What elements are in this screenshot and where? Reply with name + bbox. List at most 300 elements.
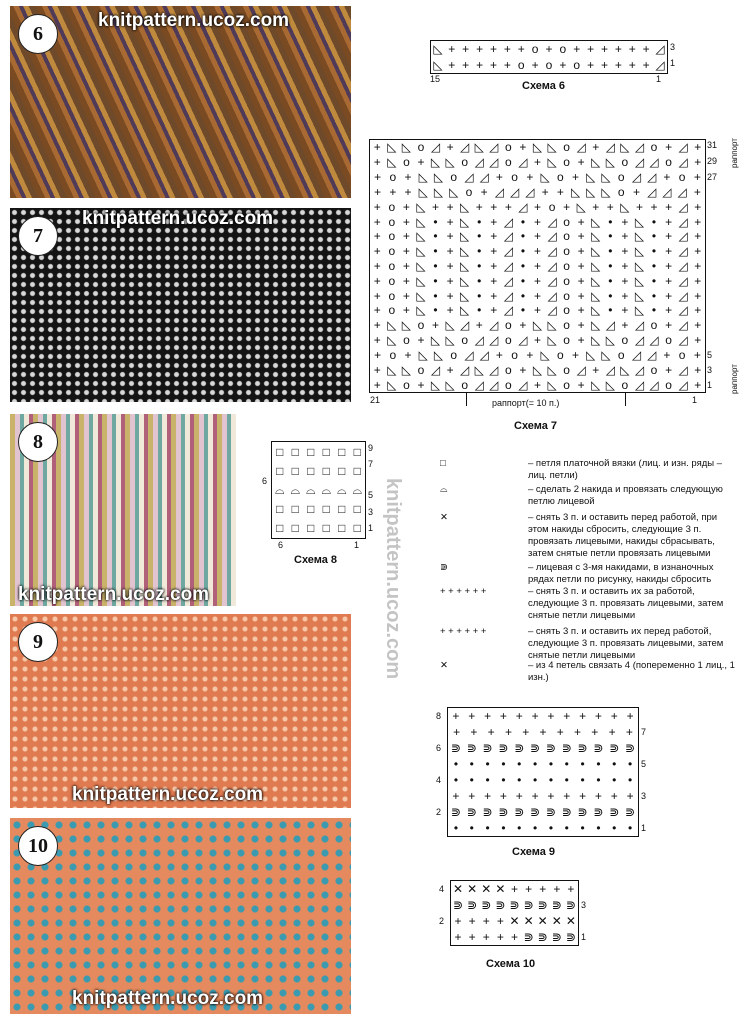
row-label: 3 [368, 507, 374, 517]
chart-symbol: □ [353, 463, 361, 478]
chart-symbol: + [563, 199, 571, 214]
chart-symbol: + [694, 377, 702, 392]
chart-symbol: ◿ [518, 155, 528, 170]
chart-symbol: + [694, 229, 702, 244]
chart-symbol: ◺ [387, 140, 397, 155]
row-label: 6 [436, 743, 442, 753]
chart-symbol: + [573, 42, 581, 56]
chart-symbol: o [403, 333, 410, 348]
chart-symbol: • [485, 773, 490, 787]
chart-symbol: + [665, 318, 673, 333]
chart-symbol: ◺ [430, 155, 441, 170]
chart-symbol: ⋑ [545, 805, 556, 819]
chart-symbol: ⋑ [565, 898, 576, 912]
chart-symbol: ◺ [547, 362, 557, 377]
chart-symbol: + [556, 725, 564, 739]
legend-symbol-icon: ✕ [440, 512, 448, 523]
scheme-7-grid [369, 139, 706, 393]
photo-pattern-9 [10, 614, 351, 808]
chart-symbol: o [650, 318, 658, 333]
chart-symbol: + [374, 184, 382, 199]
chart-symbol: + [625, 725, 633, 739]
chart-symbol: ◺ [586, 184, 596, 199]
chart-symbol: □ [338, 521, 346, 536]
chart-symbol: o [505, 155, 512, 170]
chart-symbol: + [432, 199, 440, 214]
col-label: 1 [354, 540, 360, 550]
chart-symbol: ◺ [460, 244, 470, 259]
chart-symbol: + [499, 709, 507, 723]
chart-symbol: o [461, 333, 469, 348]
chart-symbol: ◺ [570, 184, 581, 199]
chart-symbol: • [608, 258, 613, 273]
chart-symbol: + [402, 273, 410, 288]
chart-symbol: + [504, 199, 512, 214]
chart-symbol: o [403, 377, 410, 392]
chart-symbol: ◺ [387, 318, 397, 333]
chart-symbol: + [510, 930, 518, 944]
chart-symbol: • [564, 757, 569, 771]
chart-symbol: + [531, 58, 539, 72]
chart-symbol: + [522, 725, 530, 739]
chart-symbol: • [520, 273, 526, 288]
chart-symbol: □ [322, 521, 330, 536]
chart-symbol: + [693, 184, 701, 199]
legend-symbol-icon: + + + + + + [440, 626, 487, 637]
chart-symbol: ◺ [416, 214, 426, 229]
chart-symbol: ◺ [430, 333, 441, 348]
chart-symbol: ⋑ [545, 741, 556, 755]
chart-symbol: + [545, 42, 553, 56]
chart-symbol: + [577, 229, 585, 244]
chart-symbol: ◺ [540, 170, 550, 185]
chart-symbol: ◿ [678, 333, 688, 348]
chart-symbol: • [501, 821, 506, 835]
chart-symbol: + [567, 882, 575, 896]
chart-symbol: + [665, 214, 673, 229]
watermark-text: knitpattern.ucoz.com [18, 584, 210, 605]
chart-symbol: + [468, 789, 476, 803]
chart-symbol: + [515, 789, 523, 803]
chart-symbol: + [503, 42, 511, 56]
chart-symbol: + [694, 258, 702, 273]
chart-symbol: + [373, 288, 381, 303]
chart-symbol: • [520, 258, 526, 273]
chart-symbol: o [563, 303, 570, 318]
chart-symbol: • [651, 244, 657, 259]
chart-symbol: + [577, 244, 585, 259]
chart-symbol: ◿ [503, 214, 513, 229]
chart-symbol: o [505, 377, 512, 392]
chart-symbol: + [665, 273, 673, 288]
chart-symbol: o [563, 377, 570, 392]
chart-symbol: + [519, 318, 527, 333]
chart-symbol: + [663, 170, 671, 185]
chart-symbol: ◺ [387, 362, 397, 377]
chart-symbol: o [389, 170, 397, 185]
chart-symbol: o [417, 362, 425, 377]
chart-symbol: ✕ [551, 914, 562, 928]
chart-symbol: + [563, 789, 571, 803]
chart-symbol: + [446, 214, 454, 229]
chart-symbol: • [520, 229, 526, 244]
chart-symbol: ◿ [634, 140, 645, 155]
chart-symbol: ⋑ [609, 741, 620, 755]
chart-symbol: • [485, 757, 490, 771]
chart-symbol: + [541, 184, 549, 199]
chart-symbol: + [446, 273, 454, 288]
chart-symbol: • [469, 757, 474, 771]
chart-symbol: ◺ [416, 288, 426, 303]
chart-symbol: ⋑ [466, 805, 477, 819]
chart-symbol: ◿ [647, 347, 657, 362]
chart-symbol: ◿ [489, 318, 499, 333]
chart-symbol: ◺ [401, 318, 412, 333]
chart-symbol: + [579, 709, 587, 723]
chart-symbol: + [693, 170, 701, 185]
row-label: 1 [641, 823, 647, 833]
chart-symbol: ✕ [565, 914, 576, 928]
chart-symbol: ◿ [634, 362, 645, 377]
scheme-9-caption: Схема 9 [512, 846, 556, 858]
legend-symbol-icon: ⋑ [440, 562, 448, 573]
chart-symbol: + [665, 258, 673, 273]
chart-symbol: + [614, 58, 622, 72]
chart-symbol: o [505, 140, 512, 155]
chart-symbol: ◺ [591, 273, 601, 288]
chart-symbol: • [477, 258, 482, 273]
row-label: 9 [368, 443, 374, 453]
col-label: 1 [692, 395, 698, 405]
chart-symbol: + [446, 303, 454, 318]
legend-text: – снять 3 п. и оставить их за работой, следующие 3 п. провязать лицевыми, затем снятые петли лицевыми [528, 586, 724, 621]
chart-symbol: o [388, 214, 396, 229]
chart-symbol: + [468, 930, 476, 944]
chart-symbol: + [577, 155, 585, 170]
chart-symbol: o [556, 170, 564, 185]
chart-symbol: o [517, 58, 525, 72]
chart-symbol: □ [291, 521, 299, 536]
chart-symbol: • [608, 229, 613, 244]
chart-symbol: + [374, 347, 382, 362]
chart-symbol: o [388, 229, 396, 244]
chart-symbol: ◿ [678, 229, 688, 244]
chart-symbol: ◺ [532, 362, 543, 377]
chart-symbol: + [563, 709, 571, 723]
chart-symbol: • [651, 214, 657, 229]
chart-symbol: + [490, 303, 498, 318]
chart-symbol: + [510, 882, 518, 896]
chart-symbol: • [433, 288, 438, 303]
chart-symbol: • [433, 258, 438, 273]
chart-symbol: ◿ [634, 377, 645, 392]
legend-symbol-icon: + + + + + + [440, 586, 487, 597]
chart-symbol: o [563, 140, 570, 155]
chart-symbol: ⋑ [551, 930, 562, 944]
chart-symbol: □ [338, 502, 346, 517]
legend-text: – снять 3 п. и оставить перед работой, при этом накиды сбросить, следующие 3 п. провязать лицевыми, накиды сбрасывать, затем снятые петли провязать лицевыми [528, 512, 718, 559]
chart-symbol: ◺ [634, 229, 645, 244]
chart-symbol: ⋑ [450, 741, 461, 755]
row-label: 1 [581, 932, 587, 942]
chart-symbol: ◺ [586, 347, 596, 362]
chart-symbol: ◿ [576, 140, 586, 155]
chart-symbol: + [446, 258, 454, 273]
chart-symbol: + [621, 318, 629, 333]
chart-symbol: ✕ [523, 914, 534, 928]
chart-symbol: ◿ [518, 377, 528, 392]
chart-symbol: □ [322, 463, 330, 478]
chart-symbol: + [452, 709, 460, 723]
chart-symbol: + [402, 303, 410, 318]
chart-symbol: ◿ [460, 318, 470, 333]
scheme-10-caption: Схема 10 [486, 958, 536, 970]
chart-symbol: + [533, 273, 541, 288]
chart-symbol: ◿ [489, 362, 499, 377]
chart-symbol: + [610, 789, 618, 803]
chart-symbol: ◺ [605, 155, 615, 170]
chart-symbol: o [388, 273, 396, 288]
chart-symbol: □ [322, 444, 330, 459]
chart-symbol: o [617, 347, 625, 362]
chart-symbol: ◿ [525, 184, 535, 199]
row-label: 5 [368, 490, 374, 500]
legend-symbol-icon: □ [440, 458, 446, 469]
chart-symbol: □ [353, 502, 361, 517]
photo-pattern-6 [10, 6, 351, 198]
chart-symbol: ◺ [605, 333, 615, 348]
chart-symbol: ✕ [509, 914, 520, 928]
chart-symbol: + [665, 244, 673, 259]
chart-symbol: o [563, 244, 570, 259]
chart-symbol: + [577, 273, 585, 288]
chart-symbol: + [694, 244, 702, 259]
chart-symbol: • [548, 757, 554, 771]
legend-symbol-icon: ✕ [440, 660, 448, 671]
chart-symbol: ◿ [510, 184, 520, 199]
watermark-text: knitpattern.ucoz.com [82, 208, 274, 229]
chart-symbol: ◺ [634, 214, 645, 229]
row-label: 29 [707, 156, 718, 166]
chart-symbol: + [468, 914, 476, 928]
chart-symbol: + [446, 244, 454, 259]
chart-symbol: + [533, 258, 541, 273]
chart-symbol: + [665, 199, 673, 214]
chart-symbol: o [563, 288, 570, 303]
chart-symbol: ⋑ [467, 898, 478, 912]
chart-symbol: + [694, 333, 702, 348]
chart-symbol: • [627, 821, 633, 835]
chart-symbol: + [490, 199, 498, 214]
chart-symbol: + [525, 882, 533, 896]
chart-symbol: + [572, 170, 580, 185]
chart-symbol: + [432, 318, 440, 333]
chart-symbol: o [388, 199, 396, 214]
chart-symbol: ◿ [479, 170, 489, 185]
chart-symbol: ◿ [678, 258, 688, 273]
chart-symbol: • [608, 273, 613, 288]
chart-symbol: + [454, 930, 462, 944]
chart-symbol: + [402, 199, 410, 214]
chart-symbol: + [526, 347, 534, 362]
photo-number-badge: 8 [18, 422, 58, 462]
chart-symbol: + [559, 58, 567, 72]
chart-symbol: + [404, 170, 412, 185]
chart-symbol: + [531, 709, 539, 723]
chart-symbol: + [495, 347, 503, 362]
side-repeat-label: раппорт [730, 138, 739, 168]
chart-symbol: ◿ [678, 140, 688, 155]
chart-symbol: + [594, 709, 602, 723]
chart-symbol: o [621, 155, 629, 170]
chart-symbol: □ [276, 463, 284, 478]
chart-symbol: • [520, 288, 526, 303]
photo-number-badge: 6 [18, 14, 58, 54]
chart-symbol: ◿ [464, 170, 474, 185]
chart-symbol: o [665, 333, 672, 348]
col-label: 1 [656, 74, 662, 84]
scheme-10-grid [450, 880, 579, 946]
chart-symbol: • [608, 244, 613, 259]
chart-symbol: + [533, 333, 541, 348]
chart-symbol: • [433, 303, 438, 318]
chart-symbol: + [373, 229, 381, 244]
chart-symbol: ◺ [634, 273, 645, 288]
chart-symbol: ◺ [433, 347, 444, 362]
chart-symbol: + [448, 42, 456, 56]
chart-symbol: ⋑ [530, 805, 541, 819]
chart-symbol: • [580, 821, 585, 835]
chart-symbol: o [511, 170, 518, 185]
chart-symbol: ◿ [503, 303, 513, 318]
chart-symbol: ⋑ [530, 741, 541, 755]
chart-symbol: ◺ [601, 347, 611, 362]
chart-symbol: o [417, 140, 425, 155]
chart-symbol: ◺ [387, 377, 397, 392]
row-label: 7 [641, 727, 647, 737]
chart-symbol: ◺ [418, 347, 428, 362]
chart-symbol: o [545, 58, 553, 72]
chart-symbol: ◺ [591, 333, 601, 348]
chart-symbol: o [563, 362, 570, 377]
chart-symbol: + [650, 199, 658, 214]
chart-symbol: ◿ [547, 258, 557, 273]
chart-symbol: o [563, 155, 570, 170]
chart-symbol: + [515, 709, 523, 723]
row-label: 2 [439, 916, 445, 926]
chart-symbol: ◺ [445, 155, 455, 170]
chart-symbol: ◺ [401, 140, 412, 155]
chart-symbol: + [533, 229, 541, 244]
chart-symbol: • [469, 821, 474, 835]
row-label: 1 [707, 380, 713, 390]
chart-symbol: + [556, 184, 564, 199]
chart-symbol: + [476, 58, 484, 72]
chart-symbol: + [533, 244, 541, 259]
chart-symbol: □ [307, 502, 315, 517]
chart-symbol: + [489, 58, 497, 72]
row-label: 3 [670, 42, 676, 52]
chart-symbol: o [563, 333, 570, 348]
chart-symbol: o [450, 170, 458, 185]
chart-symbol: ✕ [537, 914, 548, 928]
chart-symbol: + [626, 709, 634, 723]
chart-symbol: □ [338, 444, 346, 459]
chart-symbol: ◺ [634, 288, 645, 303]
chart-symbol: ◿ [678, 303, 688, 318]
chart-symbol: • [477, 288, 482, 303]
chart-symbol: □ [322, 502, 330, 517]
chart-symbol: ◺ [591, 303, 601, 318]
chart-symbol: + [446, 362, 454, 377]
chart-symbol: + [621, 303, 629, 318]
chart-symbol: • [433, 244, 438, 259]
photo-pattern-7 [10, 208, 351, 402]
chart-symbol: ◿ [430, 362, 441, 377]
side-repeat-label: раппорт [730, 364, 739, 394]
photo-number-badge: 7 [18, 216, 58, 256]
chart-symbol: o [650, 362, 658, 377]
chart-symbol: • [477, 273, 482, 288]
chart-symbol: ◺ [591, 318, 601, 333]
col-label: 21 [370, 395, 381, 405]
chart-symbol: ⌓ [352, 482, 362, 497]
chart-symbol: ◺ [591, 244, 601, 259]
chart-symbol: ⋑ [453, 898, 464, 912]
chart-symbol: + [453, 725, 461, 739]
chart-symbol: ◿ [678, 199, 688, 214]
chart-symbol: o [465, 184, 473, 199]
photo-pattern-10 [10, 818, 351, 1014]
chart-symbol: + [417, 333, 425, 348]
chart-symbol: + [475, 199, 483, 214]
chart-symbol: + [446, 199, 454, 214]
scheme-8-caption: Схема 8 [294, 554, 338, 566]
chart-symbol: ⋑ [537, 898, 548, 912]
chart-symbol: + [628, 58, 636, 72]
row-label: 4 [439, 884, 445, 894]
chart-symbol: ◺ [460, 229, 470, 244]
chart-symbol: o [621, 333, 629, 348]
chart-symbol: ◿ [503, 229, 513, 244]
chart-symbol: ✕ [453, 882, 464, 896]
chart-symbol: + [577, 303, 585, 318]
chart-symbol: ⋑ [593, 805, 604, 819]
chart-symbol: + [694, 140, 702, 155]
chart-symbol: ◿ [547, 273, 557, 288]
chart-symbol: + [694, 303, 702, 318]
chart-symbol: + [496, 914, 504, 928]
chart-symbol: + [533, 303, 541, 318]
chart-symbol: ⋑ [514, 741, 525, 755]
chart-symbol: ◿ [503, 288, 513, 303]
chart-symbol: • [608, 214, 613, 229]
chart-symbol: o [559, 42, 567, 56]
chart-symbol: ◿ [489, 333, 499, 348]
chart-symbol: □ [338, 463, 346, 478]
chart-symbol: + [601, 42, 609, 56]
chart-symbol: • [580, 773, 585, 787]
chart-symbol: ◿ [474, 333, 484, 348]
chart-symbol: ◺ [433, 184, 444, 199]
chart-symbol: ◺ [474, 362, 484, 377]
chart-symbol: + [553, 882, 561, 896]
chart-symbol: o [563, 318, 570, 333]
chart-symbol: + [373, 273, 381, 288]
chart-symbol: • [520, 303, 526, 318]
row-label: 1 [368, 523, 374, 533]
chart-symbol: + [499, 789, 507, 803]
